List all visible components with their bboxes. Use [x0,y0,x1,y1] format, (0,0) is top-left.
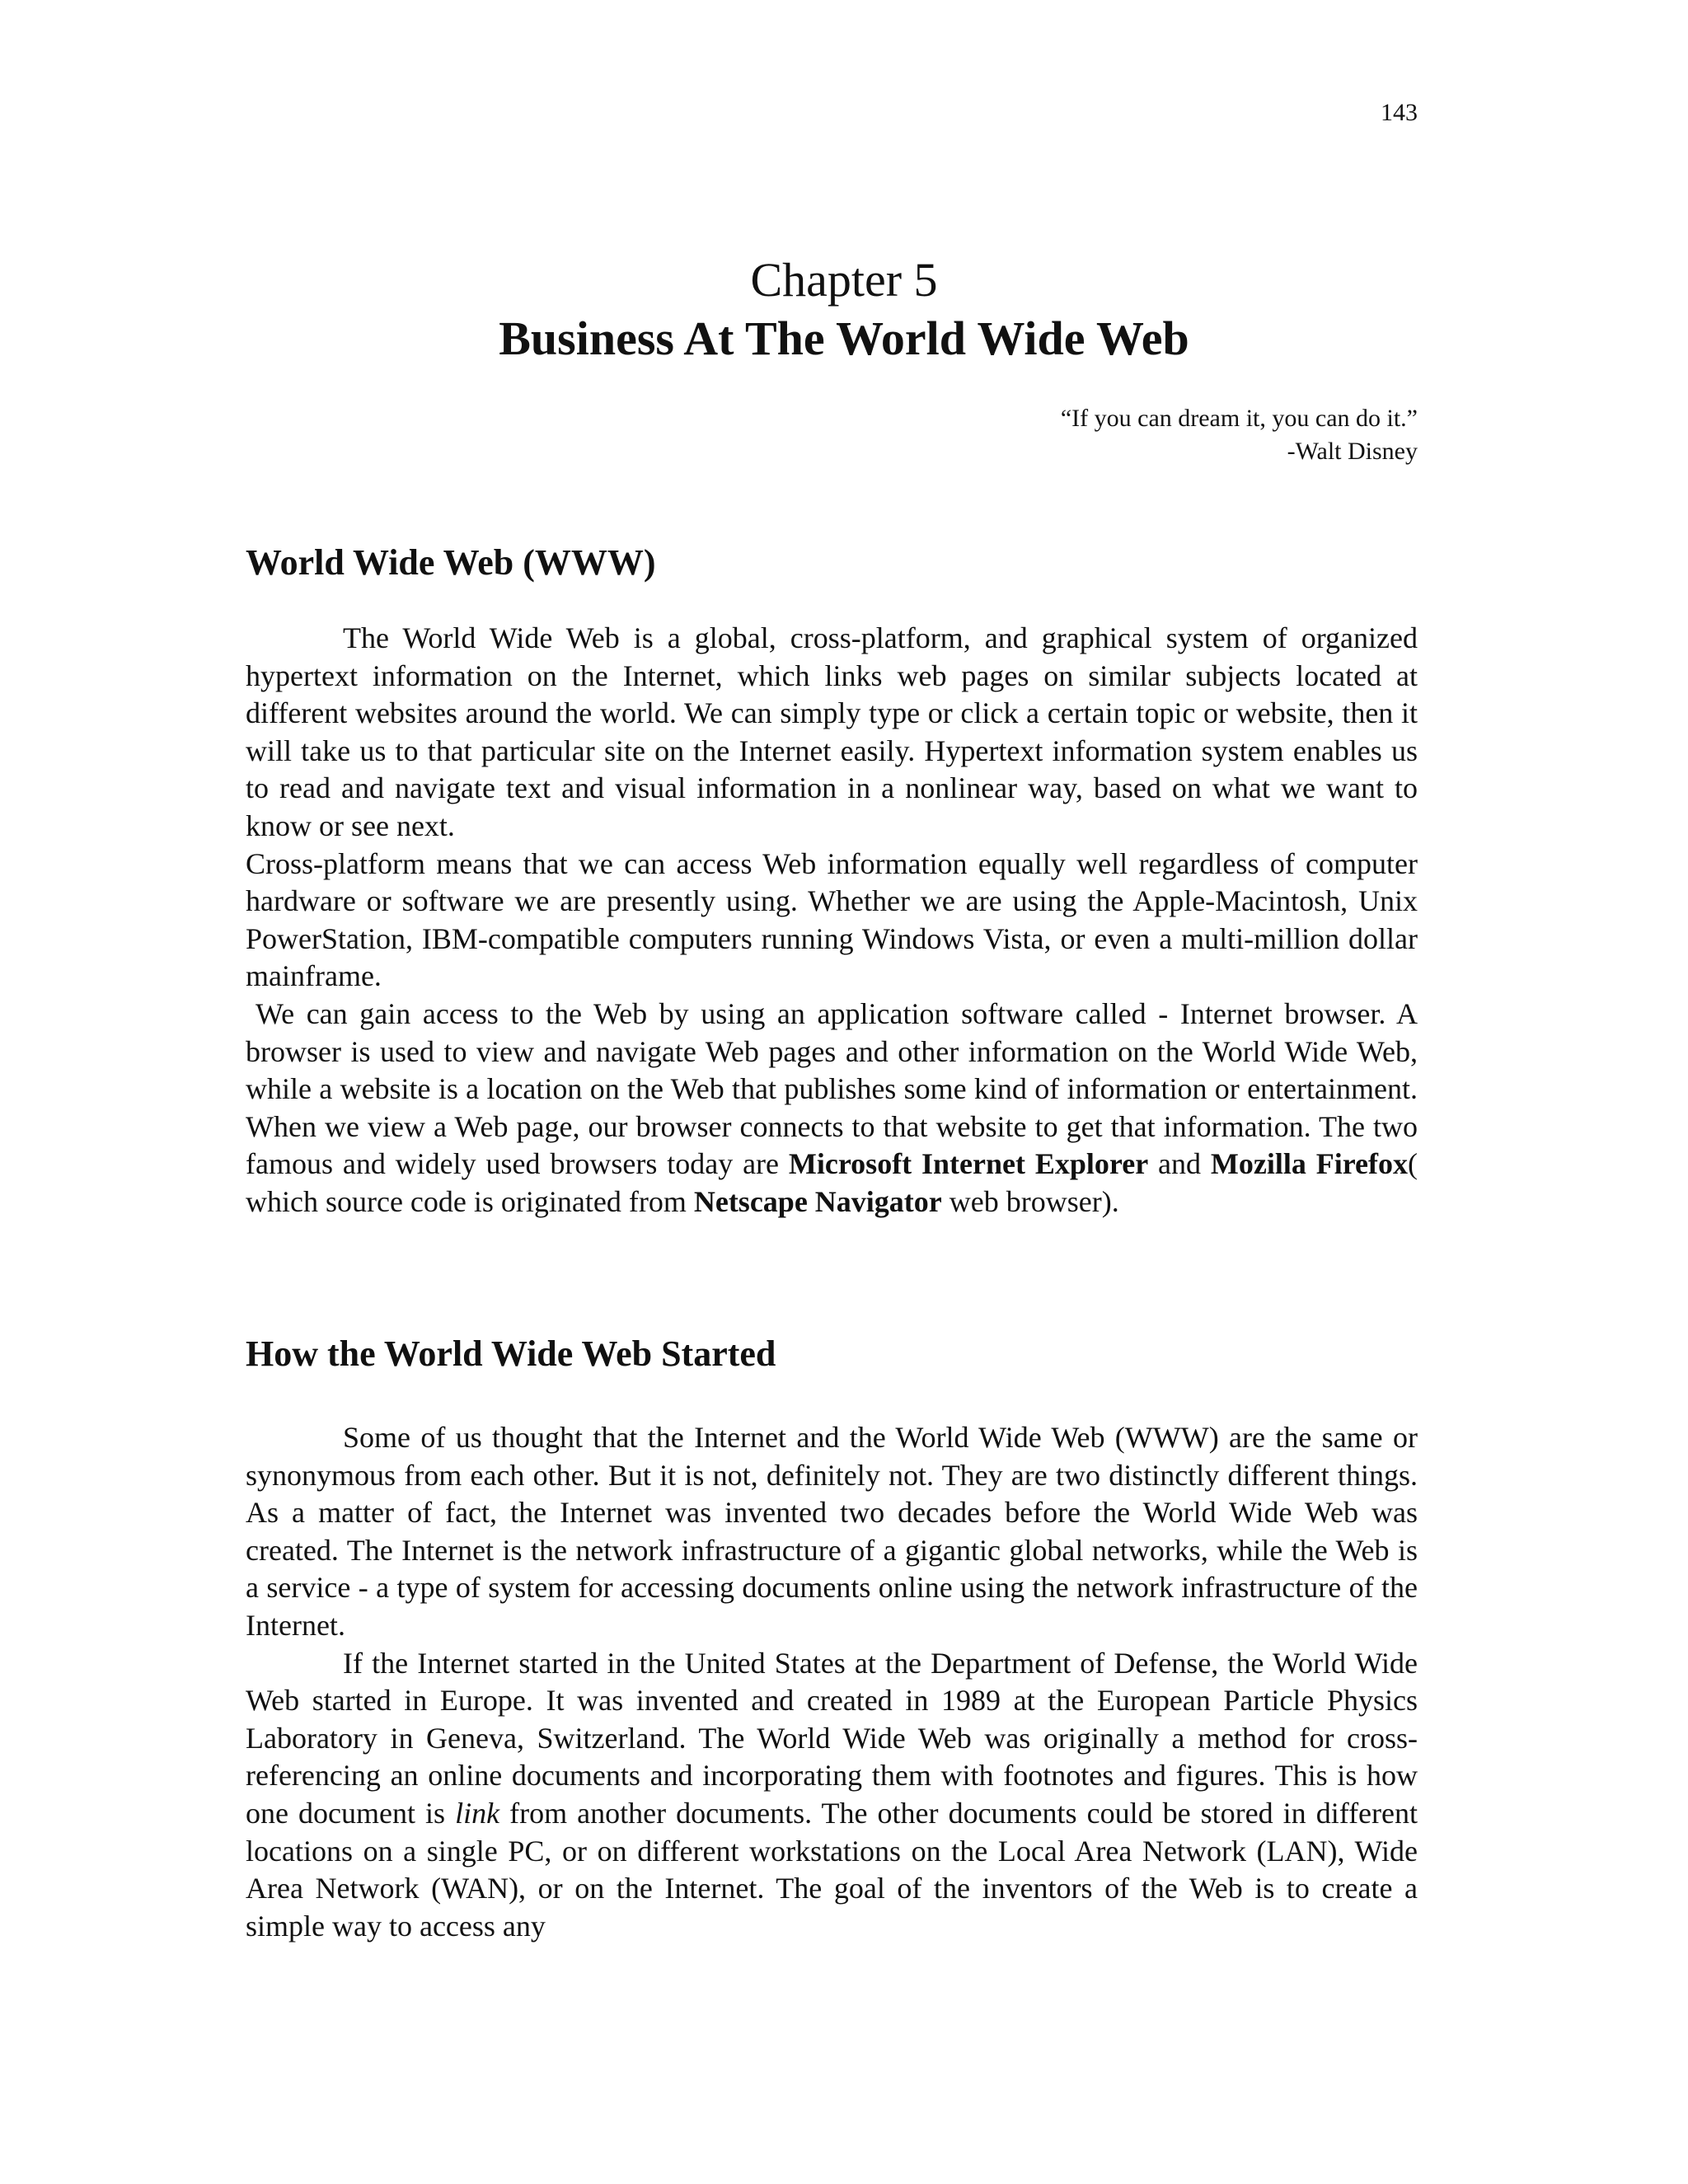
bold-term-internet-explorer: Microsoft Internet Explorer [788,1147,1149,1181]
epigraph [1061,402,1418,468]
paragraph-text: We can gain access to the Web by using an application software called - Internet browser. A browser is used to view and navigate Web pages and other information on the World Wide Web, while a website is a location on the Web that publishes some kind of information or entertainment. When we view a Web page, our browser connects to that website to get that information. The two famous and widely used browsers today are [246,996,1418,1181]
paragraph [246,996,1418,1221]
epigraph-author: -Walt Disney [1287,438,1418,465]
epigraph-quote: “If you can dream it, you can do it.” [1060,405,1418,432]
paragraph-text: web browser). [941,1184,1119,1218]
paragraph-text: If the Internet started in the United States at the Department of Defense, the World Wide Web started in Europe. It was invented and created in 1989 at the European Particle Physics Laboratory in Geneva, Switzerland. The World Wide Web was originally a method for cross-referencing an online documents and incorporating them with footnotes and figures. This is how one document is [246,1646,1418,1830]
paragraph: Cross-platform means that we can access Web information equally well regardless of computer hardware or software we are presently using. Whether we are using the Apple-Macintosh, Unix PowerStation, IBM-compatible computers running Windows Vista, or even a multi-million dollar mainframe. [246,846,1418,993]
paragraph-text: and [1148,1147,1211,1181]
paragraph: The World Wide Web is a global, cross-platform, and graphical system of organized hypertext information on the Internet, which links web pages on similar subjects located at different websites around the world. We can simply type or click a certain topic or website, then it will take us to that particular site on the Internet easily. Hypertext information system enables us to read and navigate text and visual information in a nonlinear way, based on what we want to know or see next. [246,621,1418,842]
chapter-heading [0,251,1688,368]
italic-term-link: link [455,1796,500,1830]
bold-term-firefox: Mozilla Firefox [1210,1147,1409,1181]
bold-term-netscape: Netscape Navigator [693,1184,942,1218]
section-body-history [246,1419,1418,1945]
section-body-www [246,620,1418,1221]
paragraph [246,1645,1418,1946]
chapter-label: Chapter 5 [750,253,938,307]
section-heading-www: World Wide Web (WWW) [246,542,656,583]
section-heading-history: How the World Wide Web Started [246,1333,776,1374]
paragraph: Some of us thought that the Internet and the World Wide Web (WWW) are the same or synonymous from each other. But it is not, definitely not. They are two distinctly different things. As a matter of fact, the Internet was invented two decades before the World Wide Web was created. The Internet is the network infrastructure of a gigantic global networks, while the Web is a service - a type of system for accessing documents online using the network infrastructure of the Internet. [246,1421,1418,1642]
paragraph-text: from another documents. The other documents could be stored in different locations on a single PC, or on different workstations on the Local Area Network (LAN), Wide Area Network (WAN), or on the Internet. The goal of the inventors of the Web is to create a simple way to access any [246,1796,1418,1943]
page-number: 143 [1381,99,1418,126]
chapter-title: Business At The World Wide Web [499,312,1189,365]
paragraph-text: ( which source code is originated from [246,1147,1418,1218]
